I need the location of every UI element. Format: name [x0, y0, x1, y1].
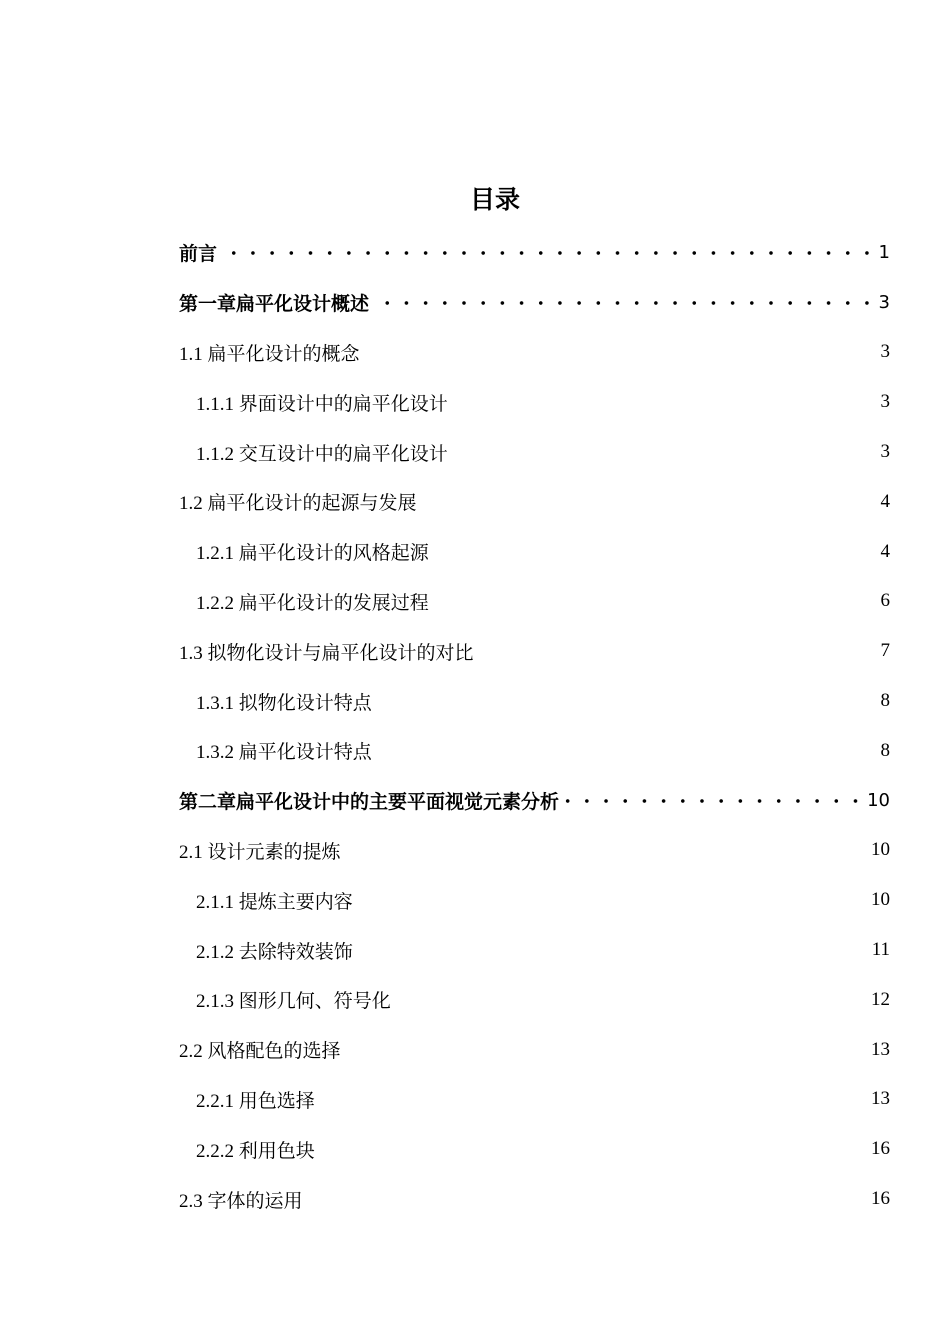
toc-entry-label: 2.2 风格配色的选择 — [179, 1041, 341, 1063]
toc-entry-page-number: 4 — [880, 490, 890, 512]
toc-entry-label: 前言 — [179, 243, 218, 266]
dot-leader — [316, 1138, 870, 1160]
toc-entry[interactable] — [0, 875, 890, 925]
dot-leader — [449, 441, 880, 463]
dot-leader — [342, 839, 870, 861]
toc-entry[interactable] — [0, 328, 890, 378]
toc-entry-label: 1.1.1 界面设计中的扁平化设计 — [196, 393, 448, 415]
toc-entry[interactable] — [0, 228, 890, 278]
toc-entry-label: 2.2.2 利用色块 — [196, 1140, 315, 1162]
toc-entry[interactable] — [0, 925, 890, 975]
toc-entry-page-number: 7 — [880, 640, 890, 662]
toc-list — [0, 228, 950, 1224]
dot-leader — [392, 989, 870, 1011]
toc-entry-label: 1.1.2 交互设计中的扁平化设计 — [196, 443, 448, 465]
dot-leader — [361, 341, 880, 363]
toc-entry-label: 第二章扁平化设计中的主要平面视觉元素分析 — [179, 791, 560, 814]
toc-entry-page-number: 13 — [871, 1088, 890, 1110]
dot-leader — [316, 1088, 870, 1110]
toc-entry-label: 1.1 扁平化设计的概念 — [179, 343, 360, 365]
toc-entry-label: 第一章扁平化设计概述 — [179, 293, 370, 316]
toc-entry-page-number: 13 — [871, 1038, 890, 1060]
toc-entry-page-number: 12 — [871, 988, 890, 1010]
toc-entry[interactable] — [0, 377, 890, 427]
toc-entry[interactable] — [0, 1124, 890, 1174]
toc-entry-label: 2.1 设计元素的提炼 — [179, 841, 341, 863]
toc-entry-label: 1.2.2 扁平化设计的发展过程 — [196, 592, 429, 614]
dot-leader — [342, 1039, 870, 1061]
dot-leader — [418, 491, 880, 513]
toc-entry-page-number: 3 — [880, 391, 890, 413]
toc-entry-page-number: 11 — [871, 939, 890, 961]
toc-entry-label: 2.1.1 提炼主要内容 — [196, 891, 353, 913]
toc-entry[interactable] — [0, 1025, 890, 1075]
toc-entry-page-number: 3 — [880, 341, 890, 363]
dot-leader — [373, 292, 877, 314]
toc-entry-page-number: 8 — [880, 690, 890, 712]
dot-leader — [475, 640, 880, 662]
toc-entry-label: 1.3 拟物化设计与扁平化设计的对比 — [179, 642, 474, 664]
toc-entry-page-number: 10 — [867, 790, 890, 812]
toc-entry[interactable] — [0, 975, 890, 1025]
toc-entry-label: 1.3.1 拟物化设计特点 — [196, 692, 372, 714]
toc-entry-page-number: 16 — [871, 1138, 890, 1160]
toc-entry[interactable] — [0, 826, 890, 876]
dot-leader — [354, 889, 870, 911]
toc-entry-label: 2.1.2 去除特效装饰 — [196, 941, 353, 963]
toc-entry-label: 2.3 字体的运用 — [179, 1190, 303, 1212]
dot-leader — [354, 939, 871, 961]
toc-entry-label: 1.3.2 扁平化设计特点 — [196, 742, 372, 764]
dot-leader — [449, 391, 880, 413]
toc-entry[interactable] — [0, 626, 890, 676]
toc-entry[interactable] — [0, 278, 890, 328]
toc-entry-page-number: 10 — [871, 839, 890, 861]
dot-leader — [430, 541, 880, 563]
dot-leader — [373, 740, 880, 762]
toc-entry-page-number: 4 — [880, 540, 890, 562]
toc-entry-page-number: 6 — [880, 590, 890, 612]
dot-leader — [373, 690, 880, 712]
toc-entry[interactable] — [0, 676, 890, 726]
toc-entry-page-number: 3 — [878, 292, 890, 314]
toc-entry-label: 2.2.1 用色选择 — [196, 1090, 315, 1112]
toc-entry[interactable] — [0, 577, 890, 627]
toc-entry[interactable] — [0, 427, 890, 477]
dot-leader — [563, 790, 865, 812]
toc-entry[interactable] — [0, 527, 890, 577]
dot-leader — [430, 590, 880, 612]
toc-entry-page-number: 10 — [871, 889, 890, 911]
toc-entry-label: 2.1.3 图形几何、符号化 — [196, 991, 391, 1013]
toc-entry[interactable] — [0, 1174, 890, 1224]
toc-title: 目录 — [469, 185, 520, 214]
toc-entry-label: 1.2.1 扁平化设计的风格起源 — [196, 543, 429, 565]
toc-entry-page-number: 1 — [878, 242, 890, 264]
toc-entry[interactable] — [0, 477, 890, 527]
toc-entry-page-number: 8 — [880, 739, 890, 761]
toc-entry[interactable] — [0, 776, 890, 826]
toc-entry-page-number: 3 — [880, 441, 890, 463]
dot-leader — [221, 242, 877, 264]
toc-entry-page-number: 16 — [871, 1188, 890, 1210]
toc-entry-label: 1.2 扁平化设计的起源与发展 — [179, 493, 417, 515]
toc-entry[interactable] — [0, 1075, 890, 1125]
toc-entry[interactable] — [0, 726, 890, 776]
dot-leader — [304, 1188, 870, 1210]
